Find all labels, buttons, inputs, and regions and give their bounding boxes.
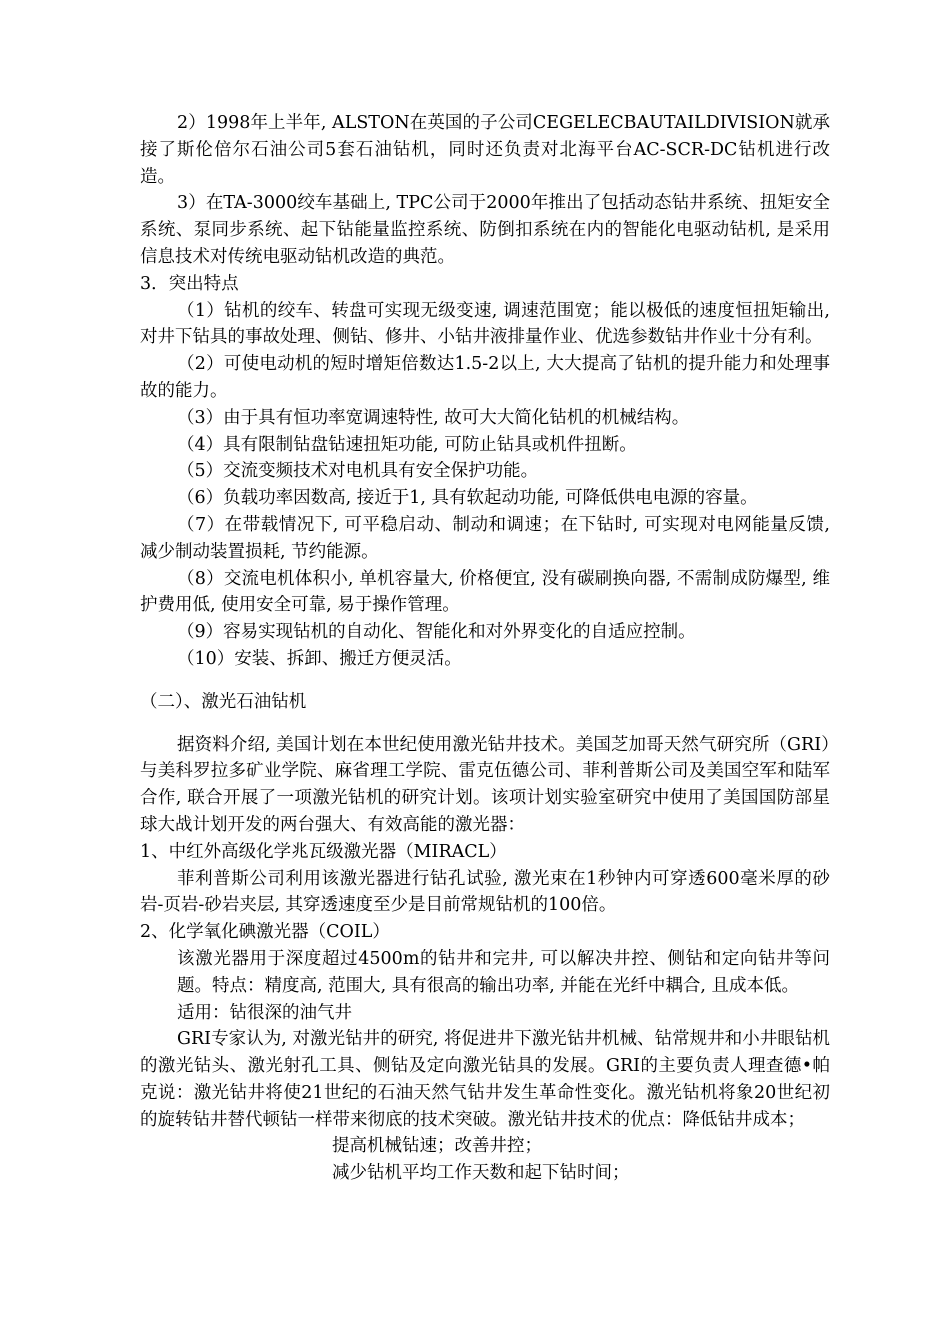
paragraph-h3: 3．突出特点 — [140, 273, 239, 294]
paragraph-l5: 该激光器用于深度超过4500m的钻井和完井, 可以解决井控、侧钻和定向钻井等问题。特点：精度高, 范围大, 具有很高的输出功率, 并能在光纤中耦合, 且成本低。 — [177, 948, 830, 996]
paragraph-f9: （9）容易实现钻机的自动化、智能化和对外界变化的自适应控制。 — [177, 622, 696, 643]
paragraph-f7: （7）在带载情况下, 可平稳启动、制动和调速；在下钻时, 可实现对电网能量反馈, 减少制动装置损耗, 节约能源。 — [140, 514, 830, 562]
paragraph-l8: 提高机械钻速；改善井控； — [332, 1136, 542, 1157]
paragraph-f2: （2）可使电动机的短时增矩倍数达1.5-2以上, 大大提高了钻机的提升能力和处理事故的能力。 — [140, 354, 830, 401]
paragraph-p2: 3）在TA-3000绞车基础上, TPC公司于2000年推出了包括动态钻井系统、扭矩安全系统、泵同步系统、起下钻能量监控系统、防倒扣系统在内的智能化电驱动钻机, 是采用信息技术对传统电驱动钻机改造的典范。 — [140, 193, 830, 267]
paragraph-f10: （10）安装、拆卸、搬迁方便灵活。 — [177, 648, 462, 669]
paragraph-l6: 适用：钻很深的油气井 — [177, 1002, 352, 1023]
paragraph-l4: 2、化学氧化碘激光器（COIL） — [140, 922, 390, 943]
paragraph-f4: （4）具有限制钻盘钻速扭矩功能, 可防止钻具或机件扭断。 — [177, 434, 637, 455]
paragraph-p1: 2）1998年上半年, ALSTON在英国的子公司CEGELECBAUTAILDIVISION就承接了斯伦倍尔石油公司5套石油钻机，同时还负责对北海平台AC-SCR-DC钻机进行改造。 — [140, 113, 830, 187]
paragraph-l9: 减少钻机平均工作天数和起下钻时间； — [332, 1163, 630, 1184]
paragraph-f1: （1）钻机的绞车、转盘可实现无级变速, 调速范围宽；能以极低的速度恒扭矩输出, 对井下钻具的事故处理、侧钻、修井、小钻井液排量作业、优选参数钻井作业十分有利。 — [140, 300, 830, 348]
paragraph-l1: 据资料介绍, 美国计划在本世纪使用激光钻井技术。美国芝加哥天然气研究所（GRI）与美科罗拉多矿业学院、麻省理工学院、雷克伍德公司、菲利普斯公司及美国空军和陆军合作, 联合开展了一项激光钻机的研究计划。该项计划实验室研究中使用了美国国防部星球大战计划开发的两台强大、有效高能的激光器： — [140, 734, 830, 835]
paragraph-f3: （3）由于具有恒功率宽调速特性, 故可大大简化钻机的机械结构。 — [177, 407, 690, 428]
paragraph-l3: 菲利普斯公司利用该激光器进行钻孔试验, 激光束在1秒钟内可穿透600毫米厚的砂岩-页岩-砂岩夹层, 其穿透速度至少是目前常规钻机的100倍。 — [140, 868, 830, 916]
paragraph-l7: GRI专家认为, 对激光钻井的研究, 将促进井下激光钻井机械、钻常规井和小井眼钻机的激光钻头、激光射孔工具、侧钻及定向激光钻具的发展。GRI的主要负责人理查德•帕克说：激光钻井将使21世纪的石油天然气钻井发生革命性变化。激光钻机将象20世纪初的旋转钻井替代顿钻一样带来彻底的技术突破。激光钻井技术的优点：降低钻井成本； — [140, 1029, 830, 1130]
paragraph-f8: （8）交流电机体积小, 单机容量大, 价格便宜, 没有碳刷换向器, 不需制成防爆型, 维护费用低, 使用安全可靠, 易于操作管理。 — [140, 568, 830, 616]
paragraph-f5: （5）交流变频技术对电机具有安全保护功能。 — [177, 461, 539, 482]
paragraph-l2: 1、中红外高级化学兆瓦级激光器（MIRACL） — [140, 841, 507, 862]
document-page — [140, 110, 830, 1187]
paragraph-f6: （6）负载功率因数高, 接近于1, 具有软起动功能, 可降低供电电源的容量。 — [177, 488, 758, 509]
paragraph-h2: （二）、激光石油钻机 — [140, 691, 307, 712]
